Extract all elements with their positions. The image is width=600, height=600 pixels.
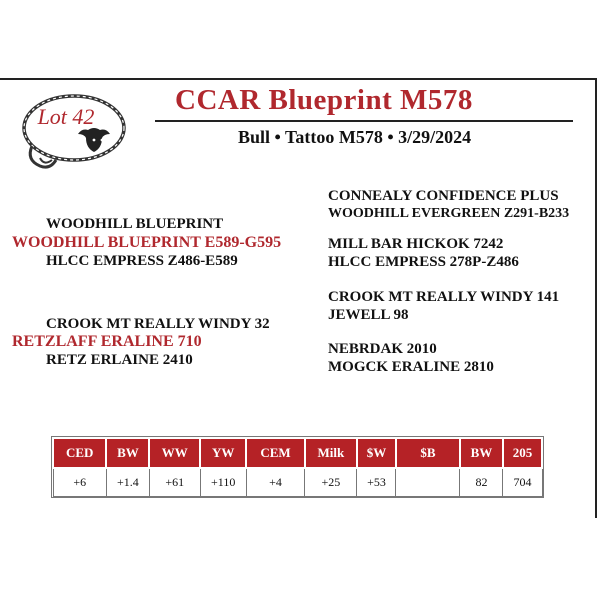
epd-header: YW [200,438,246,468]
epd-header: 205 [503,438,542,468]
epd-header-row [53,438,542,468]
epd-value: +110 [200,468,246,497]
lot-logo [18,88,136,180]
epd-value: +25 [305,468,357,497]
epd-header: WW [149,438,200,468]
epd-value [396,468,460,497]
sire-dam: HLCC EMPRESS Z486-E589 [46,253,238,269]
dam: RETZLAFF ERALINE 710 [12,333,202,350]
epd-value: +1.4 [106,468,149,497]
epd-value: +53 [357,468,396,497]
epd-value: 704 [503,468,542,497]
epd-header: CEM [246,438,305,468]
bull-head-icon [78,128,110,152]
title-divider [155,120,573,122]
epd-table [52,437,543,497]
epd-header: $B [396,438,460,468]
dam-dam-dam: MOGCK ERALINE 2810 [328,359,494,375]
sire-dam-sire: MILL BAR HICKOK 7242 [328,236,504,252]
epd-header: Milk [305,438,357,468]
dam-dam-sire: NEBRDAK 2010 [328,341,437,357]
epd-value: 82 [460,468,503,497]
epd-header: BW [460,438,503,468]
animal-title: CCAR Blueprint M578 [175,84,473,116]
dam-sire-dam: JEWELL 98 [328,307,409,323]
dam-sire-sire: CROOK MT REALLY WINDY 141 [328,289,560,305]
dam-sire: CROOK MT REALLY WINDY 32 [46,316,270,332]
sire-sire: WOODHILL BLUEPRINT [46,216,224,232]
epd-header: $W [357,438,396,468]
epd-value-row [53,468,542,497]
sire-sire-dam: WOODHILL EVERGREEN Z291-B233 [328,206,570,221]
epd-header: CED [53,438,106,468]
dam-dam: RETZ ERLAINE 2410 [46,352,193,368]
epd-value: +6 [53,468,106,497]
sire-dam-dam: HLCC EMPRESS 278P-Z486 [328,254,519,270]
sire: WOODHILL BLUEPRINT E589-G595 [12,234,282,251]
epd-value: +61 [149,468,200,497]
sire-sire-sire: CONNEALY CONFIDENCE PLUS [328,188,559,204]
lot-label: Lot 42 [37,104,95,129]
epd-value: +4 [246,468,305,497]
animal-subtitle: Bull • Tattoo M578 • 3/29/2024 [238,127,472,147]
epd-header: BW [106,438,149,468]
